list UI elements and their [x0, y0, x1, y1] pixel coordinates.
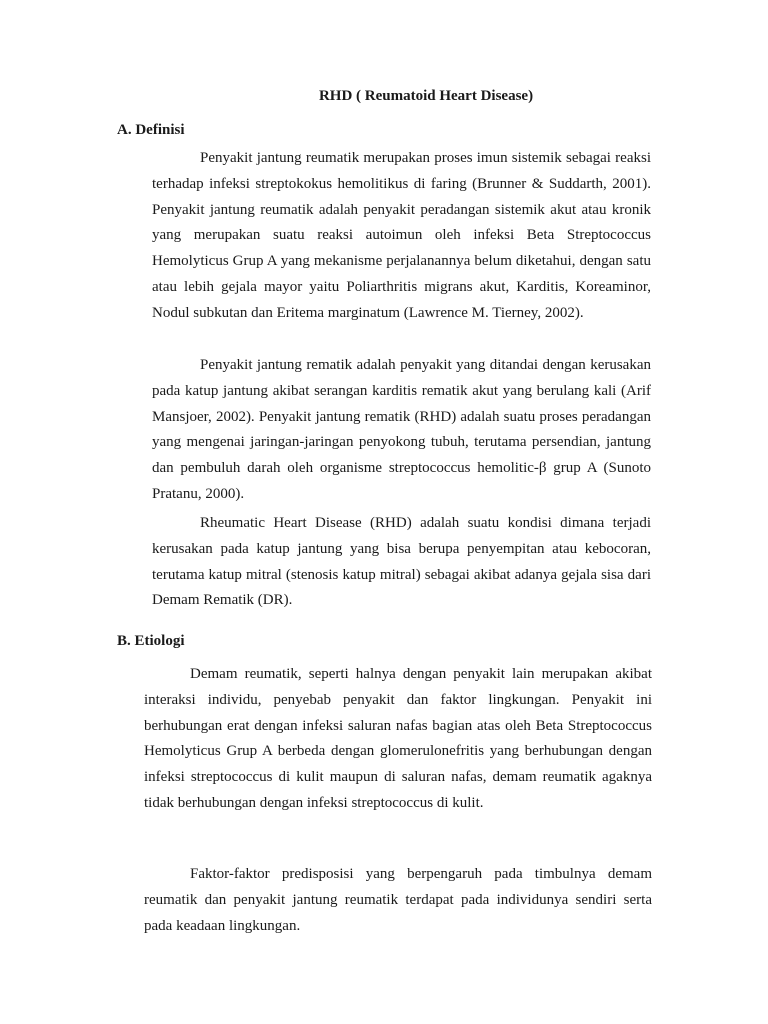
definisi-paragraph-2: Penyakit jantung rematik adalah penyakit yang ditandai dengan kerusakan pada katup jantung akibat serangan karditis rematik akut yang berulang kali (Arif Mansjoer, 2002). Penyakit jantung rematik (RHD) adalah suatu proses peradangan yang mengenai jaringan-jaringan penyokong tubuh, terutama persendian, jantung dan pembuluh darah oleh organisme streptococcus hemolitic-β grup A (Sunoto Pratanu, 2000).	[152, 357, 651, 502]
etiologi-paragraph-2: Faktor-faktor predisposisi yang berpengaruh pada timbulnya demam reumatik dan penyakit jantung reumatik terdapat pada individunya sendiri serta pada keadaan lingkungan.	[144, 866, 652, 934]
definisi-paragraph-1: Penyakit jantung reumatik merupakan proses imun sistemik sebagai reaksi terhadap infeksi streptokokus hemolitikus di faring (Brunner & Suddarth, 2001). Penyakit jantung reumatik adalah penyakit peradangan sistemik akut atau kronik yang merupakan suatu reaksi autoimun oleh infeksi Beta Streptococcus Hemolyticus Grup A yang mekanisme perjalanannya belum diketahui, dengan satu atau lebih gejala mayor yaitu Poliarthritis migrans akut, Karditis, Koreaminor, Nodul subkutan dan Eritema marginatum (Lawrence M. Tierney, 2002).	[152, 150, 651, 321]
document-title: RHD ( Reumatoid Heart Disease)	[318, 88, 534, 104]
section-heading-definisi: A. Definisi	[117, 122, 185, 138]
etiologi-paragraph-1: Demam reumatik, seperti halnya dengan penyakit lain merupakan akibat interaksi individu, penyebab penyakit dan faktor lingkungan. Penyakit ini berhubungan erat dengan infeksi saluran nafas bagian atas oleh Beta Streptococcus Hemolyticus Grup A berbeda dengan glomerulonefritis yang berhubungan dengan infeksi streptococcus di kulit maupun di saluran nafas, demam reumatik agaknya tidak berhubungan dengan infeksi streptococcus di kulit.	[144, 666, 652, 811]
section-heading-etiologi: B. Etiologi	[117, 633, 185, 649]
definisi-paragraph-3: Rheumatic Heart Disease (RHD) adalah suatu kondisi dimana terjadi kerusakan pada katup jantung yang bisa berupa penyempitan atau kebocoran, terutama katup mitral (stenosis katup mitral) sebagai akibat adanya gejala sisa dari Demam Rematik (DR).	[152, 515, 651, 609]
